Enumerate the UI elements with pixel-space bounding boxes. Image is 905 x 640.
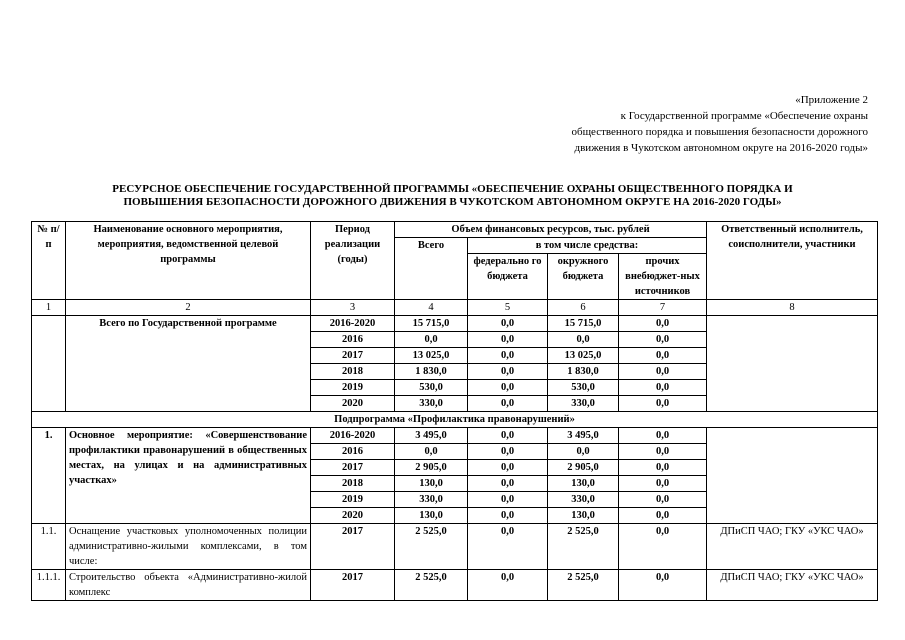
- appendix-line: движения в Чукотском автономном округе на 2016-2020 годы»: [574, 142, 868, 154]
- item-num: 1.1.1.: [32, 570, 66, 601]
- cell-total: 13 025,0: [395, 348, 468, 364]
- appendix-note: [571, 92, 868, 156]
- row-num-empty: [32, 316, 66, 412]
- item-name: Оснащение участковых уполномоченных полиции административно-жилыми комплексами, в том числе:: [66, 524, 311, 570]
- table-row: [32, 570, 878, 601]
- cell-district: 130,0: [548, 476, 619, 492]
- cell-other: 0,0: [619, 348, 707, 364]
- cell-period: 2017: [311, 524, 395, 570]
- cell-federal: 0,0: [468, 492, 548, 508]
- cell-federal: 0,0: [468, 476, 548, 492]
- cell-total: 15 715,0: [395, 316, 468, 332]
- cell-district: 2 525,0: [548, 524, 619, 570]
- header-responsible: Ответственный исполнитель, соисполнители, участники: [707, 222, 878, 300]
- column-number: 7: [619, 300, 707, 316]
- cell-period: 2018: [311, 476, 395, 492]
- cell-total: 130,0: [395, 476, 468, 492]
- header-other: прочих внебюджет-ных источников: [619, 254, 707, 300]
- cell-other: 0,0: [619, 508, 707, 524]
- table-row: [32, 428, 878, 444]
- cell-district: 530,0: [548, 380, 619, 396]
- cell-federal: 0,0: [468, 428, 548, 444]
- cell-other: 0,0: [619, 476, 707, 492]
- item-name: Строительство объекта «Административно-жилой комплекс: [66, 570, 311, 601]
- cell-district: 13 025,0: [548, 348, 619, 364]
- cell-period: 2019: [311, 380, 395, 396]
- column-numbers-row: [32, 300, 878, 316]
- cell-other: 0,0: [619, 428, 707, 444]
- header-row: [32, 222, 878, 238]
- cell-other: 0,0: [619, 380, 707, 396]
- cell-total: 0,0: [395, 444, 468, 460]
- cell-period: 2020: [311, 508, 395, 524]
- cell-federal: 0,0: [468, 570, 548, 601]
- cell-period: 2017: [311, 348, 395, 364]
- cell-period: 2016-2020: [311, 316, 395, 332]
- cell-district: 3 495,0: [548, 428, 619, 444]
- cell-federal: 0,0: [468, 524, 548, 570]
- cell-district: 330,0: [548, 492, 619, 508]
- cell-period: 2020: [311, 396, 395, 412]
- cell-period: 2016: [311, 332, 395, 348]
- cell-other: 0,0: [619, 524, 707, 570]
- cell-period: 2016: [311, 444, 395, 460]
- cell-period: 2017: [311, 460, 395, 476]
- cell-federal: 0,0: [468, 508, 548, 524]
- header-num: № п/п: [32, 222, 66, 300]
- cell-total: 3 495,0: [395, 428, 468, 444]
- cell-total: 330,0: [395, 396, 468, 412]
- cell-total: 2 525,0: [395, 524, 468, 570]
- column-number: 3: [311, 300, 395, 316]
- cell-federal: 0,0: [468, 316, 548, 332]
- cell-total: 330,0: [395, 492, 468, 508]
- cell-federal: 0,0: [468, 364, 548, 380]
- table-row: [32, 316, 878, 332]
- cell-total: 130,0: [395, 508, 468, 524]
- cell-total: 2 905,0: [395, 460, 468, 476]
- title-line: РЕСУРСНОЕ ОБЕСПЕЧЕНИЕ ГОСУДАРСТВЕННОЙ ПРОГРАММЫ «ОБЕСПЕЧЕНИЕ ОХРАНЫ ОБЩЕСТВЕННОГО ПОРЯДКА И: [112, 183, 793, 195]
- appendix-line: общественного порядка и повышения безопасности дорожного: [571, 126, 868, 138]
- column-number: 4: [395, 300, 468, 316]
- cell-district: 15 715,0: [548, 316, 619, 332]
- cell-other: 0,0: [619, 492, 707, 508]
- header-period: Период реализации (годы): [311, 222, 395, 300]
- header-name: Наименование основного мероприятия, мероприятия, ведомственной целевой программы: [66, 222, 311, 300]
- cell-district: 2 905,0: [548, 460, 619, 476]
- cell-responsible-empty: [707, 316, 878, 412]
- resource-table: [31, 221, 878, 601]
- column-number: 6: [548, 300, 619, 316]
- header-including: в том числе средства:: [468, 238, 707, 254]
- cell-federal: 0,0: [468, 332, 548, 348]
- header-total: Всего: [395, 238, 468, 300]
- cell-district: 0,0: [548, 444, 619, 460]
- title-line: ПОВЫШЕНИЯ БЕЗОПАСНОСТИ ДОРОЖНОГО ДВИЖЕНИЯ В ЧУКОТСКОМ АВТОНОМНОМ ОКРУГЕ НА 2016-2020 ГОДЫ»: [123, 196, 782, 208]
- cell-other: 0,0: [619, 444, 707, 460]
- document-title: [30, 183, 875, 209]
- cell-other: 0,0: [619, 364, 707, 380]
- item-num: 1.1.: [32, 524, 66, 570]
- cell-district: 130,0: [548, 508, 619, 524]
- cell-federal: 0,0: [468, 348, 548, 364]
- cell-responsible-empty: [707, 428, 878, 524]
- cell-responsible: ДПиСП ЧАО; ГКУ «УКС ЧАО»: [707, 524, 878, 570]
- column-number: 2: [66, 300, 311, 316]
- column-number: 8: [707, 300, 878, 316]
- cell-total: 1 830,0: [395, 364, 468, 380]
- cell-total: 0,0: [395, 332, 468, 348]
- cell-federal: 0,0: [468, 444, 548, 460]
- column-number: 1: [32, 300, 66, 316]
- table-row: [32, 524, 878, 570]
- appendix-line: «Приложение 2: [795, 94, 868, 106]
- cell-total: 530,0: [395, 380, 468, 396]
- cell-federal: 0,0: [468, 380, 548, 396]
- cell-period: 2019: [311, 492, 395, 508]
- cell-other: 0,0: [619, 460, 707, 476]
- cell-other: 0,0: [619, 316, 707, 332]
- item-num: 1.: [32, 428, 66, 524]
- cell-district: 330,0: [548, 396, 619, 412]
- cell-period: 2017: [311, 570, 395, 601]
- cell-other: 0,0: [619, 570, 707, 601]
- item-name: Основное мероприятие: «Совершенствование профилактики правонарушений в общественных местах, на улицах и на административных участках»: [66, 428, 311, 524]
- header-federal: федерально го бюджета: [468, 254, 548, 300]
- subprogram-row: [32, 412, 878, 428]
- appendix-line: к Государственной программе «Обеспечение охраны: [620, 110, 868, 122]
- cell-responsible: ДПиСП ЧАО; ГКУ «УКС ЧАО»: [707, 570, 878, 601]
- header-volume: Объем финансовых ресурсов, тыс. рублей: [395, 222, 707, 238]
- cell-total: 2 525,0: [395, 570, 468, 601]
- cell-district: 0,0: [548, 332, 619, 348]
- cell-other: 0,0: [619, 396, 707, 412]
- cell-period: 2016-2020: [311, 428, 395, 444]
- column-number: 5: [468, 300, 548, 316]
- total-name: Всего по Государственной программе: [66, 316, 311, 412]
- cell-federal: 0,0: [468, 460, 548, 476]
- cell-district: 2 525,0: [548, 570, 619, 601]
- cell-period: 2018: [311, 364, 395, 380]
- header-district: окружного бюджета: [548, 254, 619, 300]
- cell-other: 0,0: [619, 332, 707, 348]
- cell-district: 1 830,0: [548, 364, 619, 380]
- subprogram-title: Подпрограмма «Профилактика правонарушений»: [32, 412, 878, 428]
- cell-federal: 0,0: [468, 396, 548, 412]
